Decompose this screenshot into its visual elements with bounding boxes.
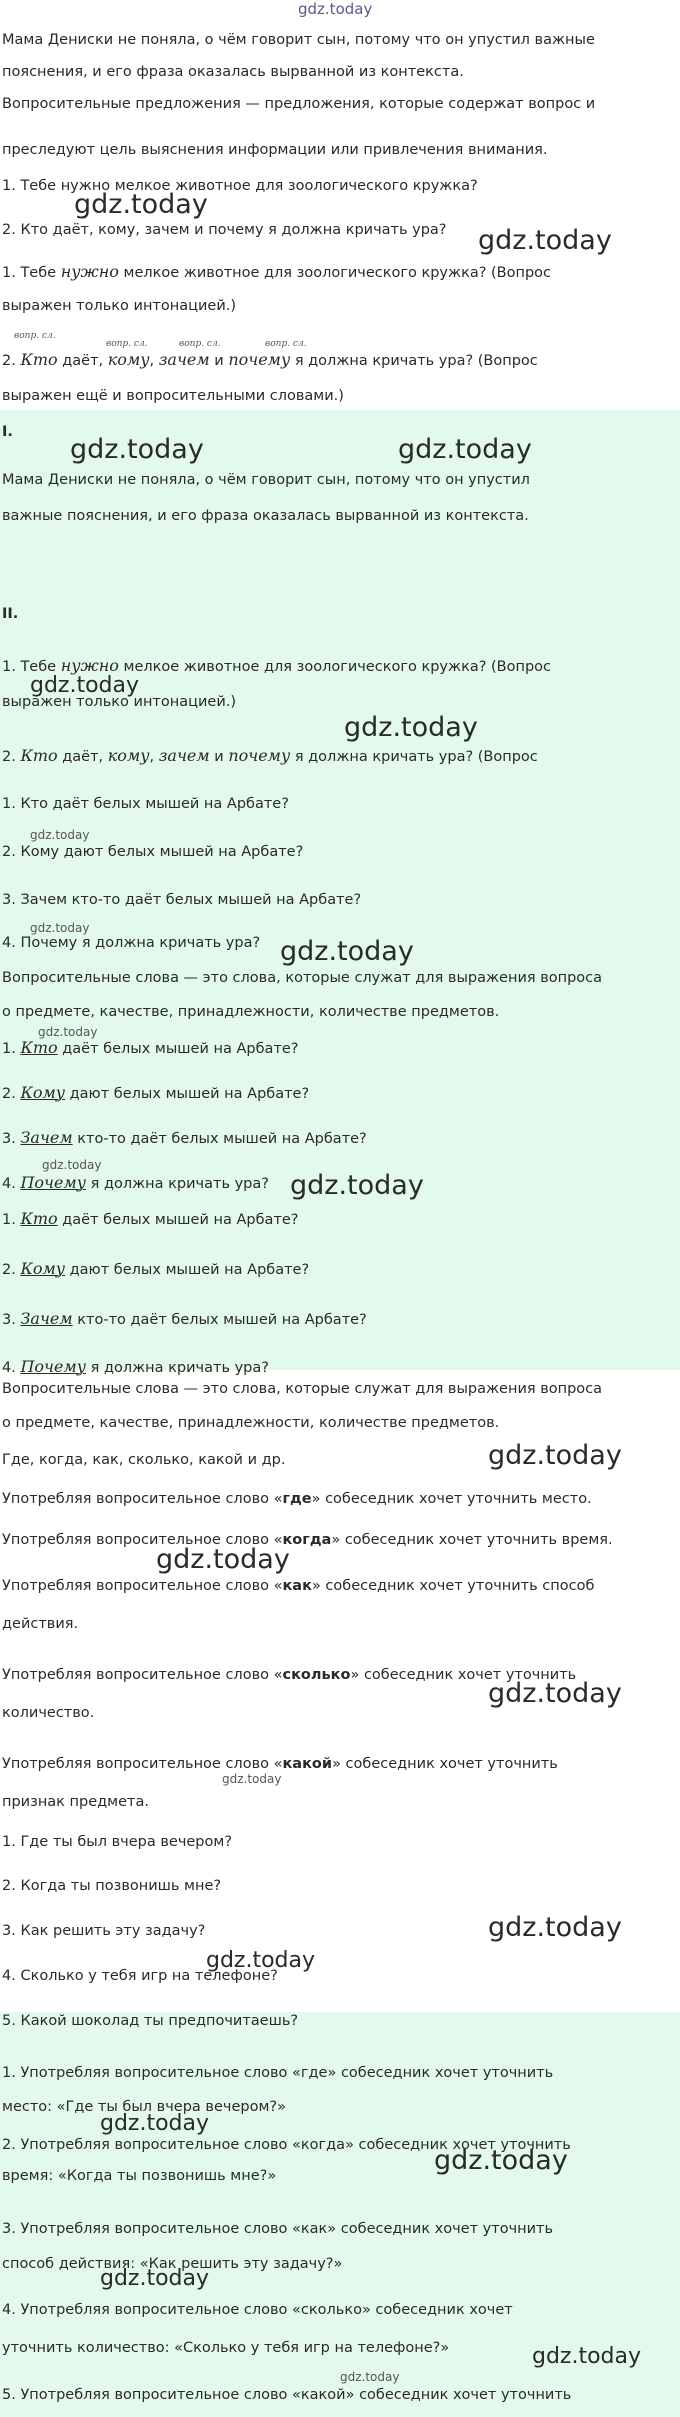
question-marked: 2. Кому дают белых мышей на Арбате? [2,1083,310,1102]
answer-marked: 1. Кто даёт белых мышей на Арбате? [2,1209,299,1228]
word-usage-kakoy-cont: признак предмета. [2,1794,149,1810]
example: 3. Как решить эту задачу? [2,1923,206,1939]
word-tag: вопр. сл. [14,331,56,341]
final-answer: время: «Когда ты позвонишь мне?» [2,2168,277,2184]
question-marked: 4. Почему я должна кричать ура? [2,1173,269,1192]
final-answer: 3. Употребляя вопросительное слово «как» собеседник хочет уточнить [2,2221,554,2237]
watermark: gdz.today [30,673,140,698]
definition: о предмете, качестве, принадлежности, количестве предметов. [2,1004,500,1020]
intro-text: Вопросительные предложения — предложения, которые содержат вопрос и [2,96,596,112]
intro-text: преследуют цель выяснения информации или привлечения внимания. [2,142,548,158]
question-marked: 1. Кто даёт белых мышей на Арбате? [2,1038,299,1057]
intro-answer-1: 1. Тебе нужно мелкое животное для зоологического кружка? (Вопрос [2,262,552,281]
intro-question-1: 1. Тебе нужно мелкое животное для зоологического кружка? [2,178,478,194]
header-watermark: gdz.today [298,0,373,18]
section-2-answer-2: 2. Кто даёт, кому, зачем и почему я должна кричать ура? (Вопрос [2,746,538,765]
watermark: gdz.today [340,2370,400,2384]
words-examples: Где, когда, как, сколько, какой и др. [2,1452,286,1468]
word-usage-kogda: Употребляя вопросительное слово «когда» собеседник хочет уточнить время. [2,1532,613,1548]
watermark: gdz.today [222,1772,282,1786]
watermark: gdz.today [434,2145,568,2176]
watermark: gdz.today [532,2344,642,2369]
final-answer: 5. Употребляя вопросительное слово «какой» собеседник хочет уточнить [2,2387,572,2403]
watermark: gdz.today [42,1158,102,1172]
word-tag: вопр. сл. [106,339,148,349]
example: 2. Когда ты позвонишь мне? [2,1878,222,1894]
question: 3. Зачем кто-то даёт белых мышей на Арбате? [2,892,362,908]
intro-question-2: 2. Кто даёт, кому, зачем и почему я должна кричать ура? [2,222,447,238]
final-answer: место: «Где ты был вчера вечером?» [2,2099,286,2115]
word-usage-skolko-cont: количество. [2,1705,95,1721]
word-usage-kak-cont: действия. [2,1616,79,1632]
intro-text: пояснения, и его фраза оказалась вырванной из контекста. [2,64,464,80]
definition: Вопросительные слова — это слова, которые служат для выражения вопроса [2,970,603,986]
watermark: gdz.today [156,1544,290,1575]
example: 4. Сколько у тебя игр на телефоне? [2,1968,278,1984]
intro-answer-2: 2. Кто даёт, кому, зачем и почему я должна кричать ура? (Вопрос [2,350,538,369]
watermark: gdz.today [100,2266,210,2291]
question-marked: 3. Зачем кто-то даёт белых мышей на Арбате? [2,1128,367,1147]
watermark: gdz.today [488,1912,622,1943]
intro-answer-2-cont: выражен ещё и вопросительными словами.) [2,388,344,404]
watermark: gdz.today [290,1170,424,1201]
answer-marked: 3. Зачем кто-то даёт белых мышей на Арбате? [2,1309,367,1328]
question: 2. Кому дают белых мышей на Арбате? [2,844,304,860]
final-answer: уточнить количество: «Сколько у тебя игр на телефоне?» [2,2340,450,2356]
example: 1. Где ты был вчера вечером? [2,1834,233,1850]
word-usage-gde: Употребляя вопросительное слово «где» собеседник хочет уточнить место. [2,1491,592,1507]
watermark: gdz.today [280,936,414,967]
watermark: gdz.today [478,225,612,256]
section-1-label: I. [2,424,13,440]
final-answer: способ действия: «Как решить эту задачу?» [2,2256,343,2272]
section-2-label: II. [2,606,19,622]
word-usage-kakoy: Употребляя вопросительное слово «какой» собеседник хочет уточнить [2,1756,558,1772]
word-usage-skolko: Употребляя вопросительное слово «сколько» собеседник хочет уточнить [2,1667,577,1683]
example: 5. Какой шоколад ты предпочитаешь? [2,2013,299,2029]
watermark: gdz.today [74,189,208,220]
watermark: gdz.today [30,921,90,935]
watermark: gdz.today [100,2111,210,2136]
section-1-text: важные пояснения, и его фраза оказалась вырванной из контекста. [2,508,529,524]
watermark: gdz.today [398,434,532,465]
watermark: gdz.today [38,1025,98,1039]
intro-text: Мама Дениски не поняла, о чём говорит сын, потому что он упустил важные [2,32,595,48]
word-usage-kak: Употребляя вопросительное слово «как» собеседник хочет уточнить способ [2,1578,595,1594]
word-tag: вопр. сл. [179,339,221,349]
section-2-answer-1: 1. Тебе нужно мелкое животное для зоологического кружка? (Вопрос [2,656,552,675]
words-definition: о предмете, качестве, принадлежности, количестве предметов. [2,1415,500,1431]
question: 4. Почему я должна кричать ура? [2,935,261,951]
watermark: gdz.today [30,828,90,842]
answer-marked: 4. Почему я должна кричать ура? [2,1357,269,1376]
watermark: gdz.today [344,712,478,743]
final-answer: 4. Употребляя вопросительное слово «сколько» собеседник хочет [2,2302,513,2318]
question: 1. Кто даёт белых мышей на Арбате? [2,796,289,812]
watermark: gdz.today [488,1678,622,1709]
watermark: gdz.today [70,434,204,465]
section-2-answer-1-cont: выражен только интонацией.) [2,694,237,710]
final-answer: 2. Употребляя вопросительное слово «когда» собеседник хочет уточнить [2,2137,571,2153]
answer-marked: 2. Кому дают белых мышей на Арбате? [2,1259,310,1278]
section-1-text: Мама Дениски не поняла, о чём говорит сын, потому что он упустил [2,472,530,488]
watermark: gdz.today [206,1948,316,1973]
intro-answer-1-cont: выражен только интонацией.) [2,298,237,314]
word-tag: вопр. сл. [265,339,307,349]
words-definition: Вопросительные слова — это слова, которые служат для выражения вопроса [2,1381,603,1397]
final-answer: 1. Употребляя вопросительное слово «где» собеседник хочет уточнить [2,2065,554,2081]
watermark: gdz.today [488,1440,622,1471]
